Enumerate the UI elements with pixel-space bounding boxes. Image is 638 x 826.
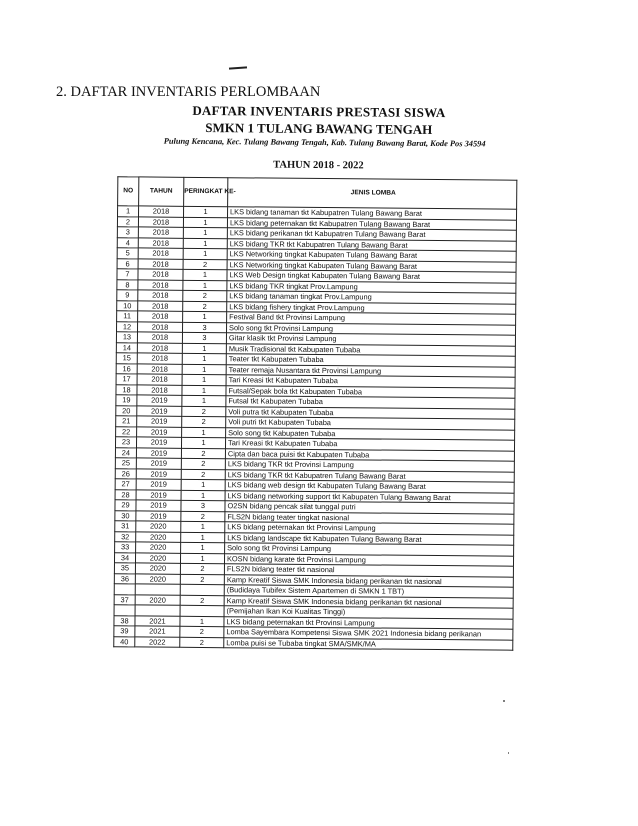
cell-tahun: 2019 xyxy=(136,447,181,458)
cell-no: 31 xyxy=(115,521,136,532)
cell-jenis-lomba: Musik Tradisional tkt Kabupaten Tubaba xyxy=(226,343,515,356)
cell-tahun: 2018 xyxy=(138,279,183,290)
cell-jenis-lomba: Tari Kreasi tkt Kabupaten Tubaba xyxy=(226,375,515,388)
cell-peringkat: 1 xyxy=(183,217,227,228)
cell-tahun: 2018 xyxy=(137,332,182,343)
cell-peringkat xyxy=(180,584,224,595)
year-range: TAHUN 2018 - 2022 xyxy=(273,159,364,172)
document-title: DAFTAR INVENTARIS PRESTASI SISWA xyxy=(192,102,446,121)
cell-tahun: 2018 xyxy=(138,237,183,248)
cell-tahun: 2019 xyxy=(136,437,181,448)
cell-tahun xyxy=(135,605,180,616)
cell-peringkat: 2 xyxy=(182,406,226,417)
cell-jenis-lomba: Cipta dan baca puisi tkt Kabupaten Tubaba xyxy=(225,448,514,461)
cell-no: 33 xyxy=(115,542,136,553)
cell-tahun: 2018 xyxy=(138,269,183,280)
cell-peringkat: 2 xyxy=(183,290,227,301)
cell-tahun: 2021 xyxy=(135,615,180,626)
cell-no: 14 xyxy=(116,342,137,353)
cell-peringkat: 3 xyxy=(181,500,225,511)
cell-jenis-lomba: FLS2N bidang teater tingkat nasional xyxy=(225,511,514,524)
cell-no: 7 xyxy=(117,269,138,280)
cell-jenis-lomba: LKS bidang TKR tkt Kabupatren Tulang Bawang Barat xyxy=(225,469,514,482)
cell-tahun: 2019 xyxy=(136,479,181,490)
table-body xyxy=(114,206,517,650)
cell-no: 5 xyxy=(117,248,138,259)
cell-jenis-lomba: Teater remaja Nusantara tkt Provinsi Lampung xyxy=(226,364,515,377)
scan-speck xyxy=(503,700,505,702)
table-header-row xyxy=(118,177,517,209)
cell-tahun: 2018 xyxy=(138,300,183,311)
cell-jenis-lomba: KOSN bidang karate tkt Provinsi Lampung xyxy=(224,553,513,566)
cell-jenis-lomba: Lomba Sayembara Kompetensi Siswa SMK 2021 Indonesia bidang perikanan xyxy=(224,627,513,640)
cell-peringkat: 1 xyxy=(183,269,227,280)
header-jenis-lomba: JENIS LOMBA xyxy=(228,178,517,210)
cell-no: 10 xyxy=(117,300,138,311)
cell-jenis-lomba: FLS2N bidang teater tkt nasional xyxy=(224,564,513,577)
cell-no: 22 xyxy=(116,426,137,437)
cell-no: 35 xyxy=(114,563,135,574)
cell-peringkat xyxy=(180,605,224,616)
cell-tahun: 2019 xyxy=(136,500,181,511)
cell-peringkat: 2 xyxy=(181,458,225,469)
cell-peringkat: 1 xyxy=(182,343,226,354)
cell-tahun: 2018 xyxy=(137,342,182,353)
cell-jenis-lomba: LKS bidang tanaman tkt Kabupatren Tulang Bawang Barat xyxy=(228,207,517,220)
cell-peringkat: 1 xyxy=(183,238,227,249)
cell-tahun: 2018 xyxy=(138,321,183,332)
cell-peringkat: 1 xyxy=(182,395,226,406)
cell-peringkat: 2 xyxy=(180,563,224,574)
table-row xyxy=(114,636,513,650)
cell-tahun: 2020 xyxy=(135,552,180,563)
cell-no xyxy=(114,584,135,595)
cell-jenis-lomba: Voli putra tkt Kabupaten Tubaba xyxy=(226,406,515,419)
cell-no: 30 xyxy=(115,510,136,521)
cell-jenis-lomba: LKS bidang peternakan tkt Provinsi Lampung xyxy=(224,616,513,629)
cell-no: 34 xyxy=(114,552,135,563)
cell-tahun: 2018 xyxy=(138,248,183,259)
section-heading: 2. DAFTAR INVENTARIS PERLOMBAAN xyxy=(56,84,321,100)
cell-no: 6 xyxy=(117,258,138,269)
cell-no: 19 xyxy=(116,395,137,406)
cell-jenis-lomba: LKS bidang perikanan tkt Kabupatren Tulang Bawang Barat xyxy=(227,228,516,241)
cell-peringkat: 1 xyxy=(180,616,224,627)
cell-peringkat: 1 xyxy=(180,553,224,564)
cell-jenis-lomba: Solo song tkt Provinsi Lampung xyxy=(225,543,514,556)
cell-no: 23 xyxy=(115,437,136,448)
header-tahun: TAHUN xyxy=(139,177,184,206)
cell-peringkat: 1 xyxy=(181,521,225,532)
cell-tahun: 2018 xyxy=(138,290,183,301)
cell-tahun: 2019 xyxy=(137,426,182,437)
cell-peringkat: 1 xyxy=(183,227,227,238)
cell-no: 1 xyxy=(118,206,139,217)
cell-jenis-lomba: Festival Band tkt Provinsi Lampung xyxy=(227,312,516,325)
cell-peringkat: 2 xyxy=(182,416,226,427)
school-address: Pulung Kencana, Kec. Tulang Bawang Tengah, Kab. Tulang Bawang Barat, Kode Pos 34594 xyxy=(163,136,486,149)
scanned-document xyxy=(111,102,522,666)
cell-peringkat: 1 xyxy=(181,532,225,543)
cell-peringkat: 1 xyxy=(182,364,226,375)
cell-peringkat: 1 xyxy=(182,374,226,385)
cell-jenis-lomba: LKS Networking tingkat Kabupaten Tulang Bawang Barat xyxy=(227,249,516,262)
cell-no: 15 xyxy=(116,353,137,364)
cell-tahun: 2018 xyxy=(137,374,182,385)
cell-tahun: 2022 xyxy=(135,636,180,647)
cell-peringkat: 2 xyxy=(181,469,225,480)
cell-peringkat: 2 xyxy=(180,595,224,606)
cell-tahun: 2020 xyxy=(135,573,180,584)
cell-tahun: 2019 xyxy=(137,395,182,406)
cell-no: 37 xyxy=(114,594,135,605)
cell-tahun: 2019 xyxy=(137,405,182,416)
cell-jenis-lomba: LKS bidang tanaman tingkat Prov.Lampung xyxy=(227,291,516,304)
cell-no: 17 xyxy=(116,374,137,385)
cell-tahun: 2018 xyxy=(138,227,183,238)
cell-jenis-lomba: O2SN bidang pencak silat tunggal putri xyxy=(225,501,514,514)
cell-no: 38 xyxy=(114,615,135,626)
cell-peringkat: 1 xyxy=(184,206,228,217)
cell-jenis-lomba: LKS bidang TKR tingkat Prov.Lampung xyxy=(227,280,516,293)
header-peringkat: PERINGKAT KE- xyxy=(184,177,228,206)
cell-no: 29 xyxy=(115,500,136,511)
scan-mark xyxy=(229,66,247,69)
cell-jenis-lomba: LKS bidang TKR tkt Kabupatren Tulang Bawang Barat xyxy=(227,238,516,251)
cell-no: 32 xyxy=(115,531,136,542)
cell-peringkat: 2 xyxy=(183,301,227,312)
cell-no: 28 xyxy=(115,489,136,500)
cell-jenis-lomba: Kamp Kreatif Siswa SMK Indonesia bidang perikanan tkt nasional xyxy=(224,574,513,587)
cell-tahun: 2019 xyxy=(136,510,181,521)
cell-tahun: 2018 xyxy=(138,258,183,269)
cell-peringkat: 2 xyxy=(181,511,225,522)
cell-peringkat: 1 xyxy=(182,427,226,438)
cell-no: 4 xyxy=(117,237,138,248)
cell-tahun xyxy=(135,584,180,595)
cell-no xyxy=(114,605,135,616)
cell-no: 18 xyxy=(116,384,137,395)
school-name: SMKN 1 TULANG BAWANG TENGAH xyxy=(205,120,433,137)
cell-peringkat: 1 xyxy=(182,353,226,364)
cell-tahun: 2020 xyxy=(135,563,180,574)
cell-jenis-lomba: (Pemijahan Ikan Koi Kualitas Tinggi) xyxy=(224,606,513,619)
cell-jenis-lomba: LKS bidang fishery tingkat Prov.Lampung xyxy=(227,301,516,314)
cell-jenis-lomba: LKS bidang peternakan tkt Provinsi Lampung xyxy=(225,522,514,535)
cell-jenis-lomba: Voli putri tkt Kabupaten Tubaba xyxy=(226,417,515,430)
cell-no: 24 xyxy=(115,447,136,458)
cell-no: 27 xyxy=(115,479,136,490)
cell-peringkat: 1 xyxy=(183,248,227,259)
cell-no: 2 xyxy=(117,216,138,227)
cell-peringkat: 1 xyxy=(183,311,227,322)
cell-no: 26 xyxy=(115,468,136,479)
cell-no: 16 xyxy=(116,363,137,374)
cell-peringkat: 3 xyxy=(182,332,226,343)
cell-jenis-lomba: Solo song tkt Provinsi Lampung xyxy=(227,322,516,335)
cell-no: 9 xyxy=(117,290,138,301)
cell-peringkat: 1 xyxy=(181,437,225,448)
cell-jenis-lomba: Futsal/Sepak bola tkt Kabupaten Tubaba xyxy=(226,385,515,398)
cell-no: 8 xyxy=(117,279,138,290)
cell-peringkat: 2 xyxy=(181,448,225,459)
cell-no: 12 xyxy=(117,321,138,332)
inventory-table xyxy=(113,176,517,650)
cell-tahun: 2018 xyxy=(137,363,182,374)
cell-tahun: 2020 xyxy=(136,531,181,542)
scan-speck xyxy=(508,752,509,754)
cell-jenis-lomba: Lomba puisi se Tubaba tingkat SMA/SMK/MA xyxy=(224,637,513,650)
cell-jenis-lomba: Gitar klasik tkt Provinsi Lampung xyxy=(226,333,515,346)
cell-tahun: 2021 xyxy=(135,626,180,637)
header-no: NO xyxy=(118,177,139,206)
cell-peringkat: 2 xyxy=(180,574,224,585)
cell-tahun: 2020 xyxy=(136,521,181,532)
cell-jenis-lomba: Futsal tkt Kabupaten Tubaba xyxy=(226,396,515,409)
cell-peringkat: 1 xyxy=(182,385,226,396)
cell-tahun: 2020 xyxy=(135,594,180,605)
cell-jenis-lomba: Tari Kreasi tkt Kabupaten Tubaba xyxy=(225,438,514,451)
cell-jenis-lomba: (Budidaya Tubifex Sistem Apartemen di SMKN 1 TBT) xyxy=(224,585,513,598)
cell-no: 21 xyxy=(116,416,137,427)
cell-tahun: 2018 xyxy=(139,206,184,217)
cell-tahun: 2018 xyxy=(137,353,182,364)
cell-tahun: 2018 xyxy=(137,384,182,395)
cell-no: 39 xyxy=(114,626,135,637)
cell-peringkat: 2 xyxy=(180,637,224,648)
cell-tahun: 2019 xyxy=(136,489,181,500)
cell-jenis-lomba: Kamp Kreatif Siswa SMK Indonesia bidang perikanan tkt nasional xyxy=(224,595,513,608)
cell-no: 3 xyxy=(117,227,138,238)
cell-jenis-lomba: Teater tkt Kabupaten Tubaba xyxy=(226,354,515,367)
cell-peringkat: 1 xyxy=(181,479,225,490)
cell-tahun: 2019 xyxy=(136,458,181,469)
cell-peringkat: 1 xyxy=(181,490,225,501)
cell-no: 11 xyxy=(117,311,138,322)
cell-tahun: 2018 xyxy=(138,311,183,322)
cell-tahun: 2019 xyxy=(136,468,181,479)
cell-no: 20 xyxy=(116,405,137,416)
cell-peringkat: 1 xyxy=(183,280,227,291)
cell-no: 36 xyxy=(114,573,135,584)
cell-tahun: 2018 xyxy=(138,216,183,227)
cell-jenis-lomba: Solo song tkt Kabupaten Tubaba xyxy=(226,427,515,440)
cell-peringkat: 2 xyxy=(183,259,227,270)
cell-jenis-lomba: LKS bidang TKR tkt Provinsi Lampung xyxy=(225,459,514,472)
cell-jenis-lomba: LKS Web Design tingkat Kabupaten Tulang Bawang Barat xyxy=(227,270,516,283)
cell-no: 40 xyxy=(114,636,135,647)
cell-tahun: 2019 xyxy=(137,416,182,427)
cell-jenis-lomba: LKS bidang web design tkt Kabupaten Tulang Bawang Barat xyxy=(225,480,514,493)
cell-tahun: 2020 xyxy=(136,542,181,553)
cell-jenis-lomba: LKS bidang networking support tkt Kabupaten Tulang Bawang Barat xyxy=(225,490,514,503)
cell-no: 13 xyxy=(116,332,137,343)
cell-no: 25 xyxy=(115,458,136,469)
cell-jenis-lomba: LKS bidang landscape tkt Kabupaten Tulang Bawang Barat xyxy=(225,532,514,545)
cell-jenis-lomba: LKS Networking tingkat Kabupaten Tulang Bawang Barat xyxy=(227,259,516,272)
cell-jenis-lomba: LKS bidang peternakan tkt Kabupatren Tulang Bawang Barat xyxy=(227,217,516,230)
cell-peringkat: 1 xyxy=(181,542,225,553)
cell-peringkat: 2 xyxy=(180,626,224,637)
cell-peringkat: 3 xyxy=(183,322,227,333)
